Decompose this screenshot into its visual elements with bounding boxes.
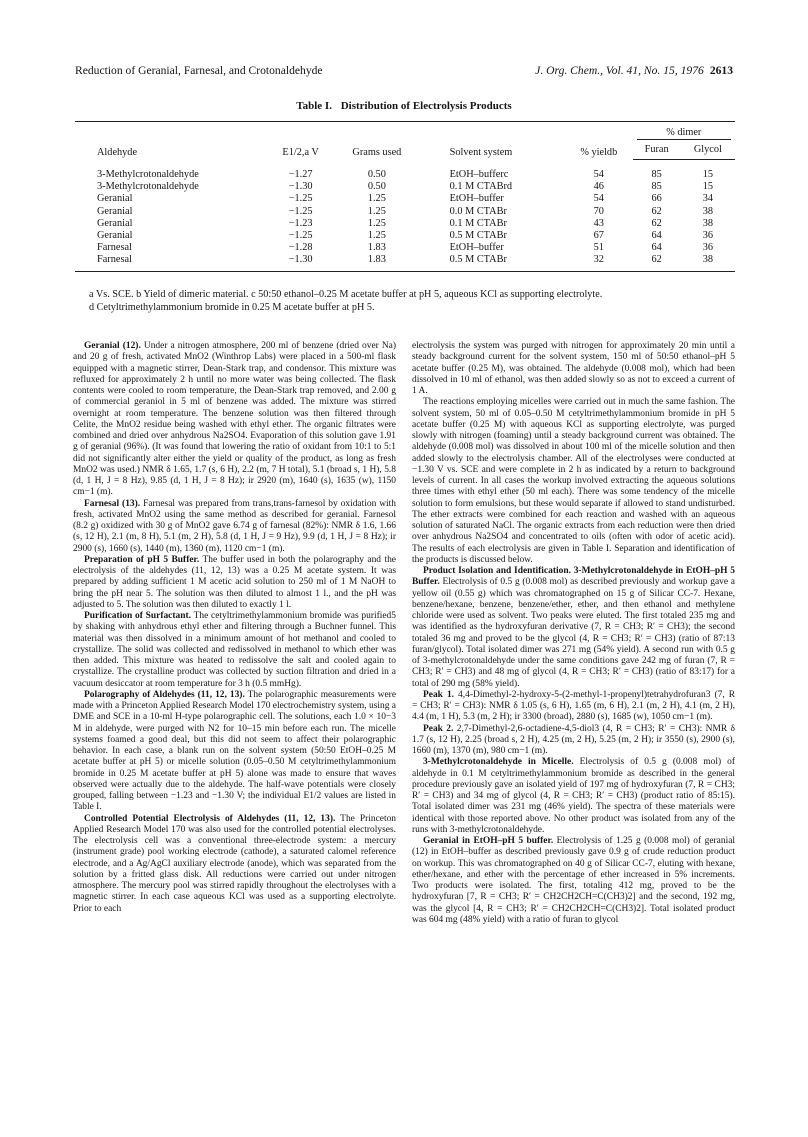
paragraph-text: electrolysis the system was purged with nitrogen for approximately 20 min until a steady background current for the solvent system, 150 ml of 50:50 ethanol–pH 5 acetate buffer (0.25 M), was obtained. The aldehyde (0.008 mol), which had been dissolved in 10 ml of ethanol, was then added slowly so as not to exceed a current of 1 A.: [412, 341, 735, 396]
table-row: [75, 217, 735, 229]
cell-furan: 66: [651, 193, 662, 205]
paragraph-heading: Farnesal (13).: [84, 498, 141, 509]
cell-furan: 85: [651, 181, 662, 193]
cell-furan: 64: [651, 229, 662, 241]
table-title: Distribution of Electrolysis Products: [340, 100, 512, 112]
paragraph-text: The cetyltrimethylammonium bromide was purified5 by shaking with anhydrous ethyl ether and filtering through a Buchner funnel. This material was then dissolved in a minimum amount of hot methanol and cooled to crystallize. The solid was collected and redissolved in methanol to which ether was then added. This mixture was heated to redissolve the salt and cooled again to crystallize. The crystalline product was collected by suction filtration and dried in a vacuum desiccator at room temperature for 3 h (0.5 mmHg).: [73, 611, 396, 689]
paragraph: [73, 555, 396, 611]
paragraph-heading: Controlled Potential Electrolysis of Aldehydes (11, 12, 13).: [84, 813, 336, 824]
cell-e-half: −1.25: [288, 229, 313, 241]
header-furan: Furan: [633, 142, 681, 160]
cell-solvent: EtOH–buffer: [449, 242, 504, 254]
cell-glycol: 36: [702, 229, 713, 241]
header-dimer: % dimer: [637, 127, 731, 140]
paragraph: [73, 814, 396, 915]
paragraph: [412, 836, 735, 926]
article-title-header: Reduction of Geranial, Farnesal, and Crotonaldehyde: [75, 64, 323, 77]
cell-solvent: 0.5 M CTABr: [420, 254, 565, 271]
paragraph-text: Electrolysis of 0.5 g (0.008 mol) of aldehyde in 0.1 M cetyltrimethylammonium bromide as described in the general procedure previously gave an isolated yield of 197 mg of hydroxyfuran (7, R = CH3; R′ = CH3) and 34 mg of glycol (4, R = CH3; R′ = CH3) (product ratio of 85:15). Total isolated dimer was 231 mg (46% yield). The spectra of these materials were identical with those reported above. No other product was isolated from any of the runs with 3-methylcrotonaldehyde.: [412, 757, 736, 835]
table-row: [75, 205, 735, 217]
running-head: [75, 64, 733, 77]
paragraph: [73, 499, 396, 555]
cell-grams: 0.50: [367, 181, 386, 193]
cell-grams: 1.83: [334, 254, 420, 271]
cell-e-half: −1.30: [267, 254, 334, 271]
paragraph-heading: 3-Methylcrotonaldehyde in Micelle.: [423, 757, 574, 768]
cell-solvent: EtOH–buffer: [449, 193, 504, 205]
cell-aldehyde: 3-Methylcrotonaldehyde: [97, 181, 199, 193]
cell-e-half: −1.28: [288, 242, 313, 254]
cell-grams: 1.25: [367, 229, 386, 241]
paragraph-text: 4,4-Dimethyl-2-hydroxy-5-(2-methyl-1-propenyl)tetrahydrofuran3 (7, R = CH3; R′ = CH3): NMR δ 1.05 (s, 6 H), 1.65 (m, 6 H), 2.1 (m, 2 H), 4.1 (m, 2 H), 4.4 (m, 1 H), 5.3 (m, 2 H); ir 3300 (broad), 2880 (s), 1685 (w), 1050 cm−1 (m).: [412, 689, 736, 723]
paragraph: [412, 757, 735, 836]
cell-glycol: 36: [702, 242, 713, 254]
table-body: [75, 160, 735, 272]
header-yield: % yieldb: [565, 122, 633, 160]
header-solvent: Solvent system: [420, 122, 565, 160]
cell-yield: 70: [593, 205, 604, 217]
paragraph-heading: Purification of Surfactant.: [84, 611, 191, 621]
cell-solvent: 0.1 M CTABrd: [449, 181, 513, 193]
cell-yield: 46: [593, 181, 604, 193]
cell-e-half: −1.27: [288, 168, 313, 180]
footnote-line: a Vs. SCE. b Yield of dimeric material. c 50:50 ethanol–0.25 M acetate buffer at pH 5, aqueous KCl as supporting electrolyte.: [89, 289, 603, 300]
journal-citation: [535, 64, 733, 77]
cell-e-half: −1.30: [288, 181, 313, 193]
products-table: [75, 121, 735, 272]
cell-solvent: 0.5 M CTABr: [449, 229, 507, 241]
cell-yield: 32: [565, 254, 633, 271]
paragraph-heading: Geranial in EtOH–pH 5 buffer.: [423, 836, 554, 846]
paragraph: [412, 397, 735, 566]
table-label: Table I.: [296, 100, 332, 112]
table-row: [75, 181, 735, 193]
cell-furan: 64: [651, 242, 662, 254]
table-row: [75, 230, 735, 242]
paragraph-heading: Preparation of pH 5 Buffer.: [84, 554, 200, 565]
paragraph-heading: Geranial (12).: [84, 341, 141, 351]
header-dimer-group: [633, 122, 735, 143]
cell-grams: 1.25: [367, 193, 386, 205]
cell-yield: 54: [593, 193, 604, 205]
paragraph-text: The Princeton Applied Research Model 170 was also used for the controlled potential electrolyses. The electrolysis cell was a conventional three-electrode system: a mercury (instrument grade) pool working electrode (cathode), a saturated calomel reference electrode, and a Ag/AgCl auxiliary electrode (anode), which was separated from the solution by a fritted glass disk. All reductions were carried out under nitrogen atmosphere. The mercury pool was stirred rapidly throughout the electrolyses with a magnetic stirrer. In each case aqueous KCl was used as a supporting electrolyte. Prior to each: [73, 813, 397, 914]
cell-grams: 0.50: [367, 168, 386, 180]
cell-grams: 1.25: [367, 205, 386, 217]
cell-furan: 85: [651, 169, 662, 180]
cell-glycol: 38: [702, 205, 713, 217]
table-footnotes: [75, 288, 735, 314]
paragraph: [412, 724, 735, 758]
cell-glycol: 34: [702, 193, 713, 205]
cell-glycol: 15: [702, 169, 713, 180]
header-e-half: E1/2,a V: [267, 122, 334, 160]
cell-furan: 62: [651, 205, 662, 217]
paragraph-text: 2,7-Dimethyl-2,6-octadiene-4,5-diol3 (4, R = CH3; R′ = CH3): NMR δ 1.7 (s, 12 H), 2.25 (broad s, 2 H), 4.25 (m, 2 H), 5.25 (m, 2 H); ir 3550 (s), 2900 (s), 1660 (m), 1370 (m), 980 cm−1 (m).: [412, 723, 736, 756]
cell-glycol: 38: [702, 217, 713, 229]
paragraph-text: The buffer used in both the polarography and the electrolysis of the aldehydes (11, 12, 13) was a 0.25 M acetate system. It was prepared by adding sufficient 1 M acetic acid solution to 250 ml of 1 M NaOH to bring the pH near 5. The solution was then diluted to almost 1 l., and the pH was adjusted to 5. The solution was then diluted to exactly 1 l.: [73, 554, 396, 610]
cell-e-half: −1.25: [288, 193, 313, 205]
header-grams: Grams used: [334, 122, 420, 160]
paragraph-text: Electrolysis of 0.5 g (0.008 mol) as described previously and workup gave a yellow oil (0.55 g) which was chromatographed on 15 g of Silicar CC-7. Hexane, benzene/hexane, benzene, benzene/ether, ether, and then ethanol and methylene chloride were used as solvent. Two peaks were eluted. The first totaled 235 mg and was identified as the hydroxyfuran derivative (7, R = CH3; R′ = CH3); the second totaled 36 mg and proved to be the glycol (4, R = CH3; R′ = CH3) (ratio of 87:13 furan/glycol). Total isolated dimer was 271 mg (54% yield). A second run with 0.5 g of 3-methylcrotonaldehyde under the same conditions gave 242 mg of furan (7, R = CH3; R′ = CH3) and 48 mg of glycol (4, R = CH3; R′ = CH3) (ratio of 83:17) for a total of 290 mg (58% yield).: [412, 577, 735, 689]
cell-furan: 62: [633, 254, 681, 271]
paragraph: [73, 690, 396, 814]
cell-aldehyde: Farnesal: [75, 254, 267, 271]
paragraph-text: Electrolysis of 1.25 g (0.008 mol) of geranial (12) in EtOH–buffer as described previously gave 0.9 g of crude reduction product on workup. This was chromatographed on 40 g of Silicar CC-7, eluting with hexane, ether/hexane, and ether with the percentage of ether increased in 5% increments. Two products were isolated. The first, totaling 412 mg, proved to be the hydroxyfuran [7, R = CH3; R′ = CH2CH2CH=C(CH3)2] and the second, 192 mg, was the glycol [4, R = CH3; R′ = CH2CH2CH=C(CH3)2]. Total isolated product was 604 mg (48% yield) with a ratio of furan to glycol: [412, 836, 736, 925]
header-aldehyde: Aldehyde: [75, 122, 267, 160]
paragraph: [73, 341, 396, 499]
cell-yield: 67: [593, 229, 604, 241]
cell-aldehyde: Geranial: [97, 193, 133, 205]
cell-e-half: −1.23: [288, 217, 313, 229]
cell-yield: 54: [593, 168, 604, 180]
page-number: 2613: [709, 64, 733, 77]
cell-solvent: EtOH–bufferc: [449, 168, 509, 180]
table-row: [75, 160, 735, 181]
cell-e-half: −1.25: [288, 205, 313, 217]
paragraph: [412, 341, 735, 397]
paragraph-text: Farnesal was prepared from trans,trans-farnesol by oxidation with fresh, activated MnO2 using the same method as described for geranial. Farnesol (8.2 g) oxidized with 30 g of MnO2 gave 6.74 g of farnesal (82%): NMR δ 1.6, 1.66 (s, 12 H), 2.1 (m, 8 H), 5.1 (m, 2 H), 5.8 (d, 1 H, J = 9 Hz), 9.9 (d, 1 H, J = 8 Hz); ir 2900 (s), 1660 (s), 1440 (m), 1360 (m), 1120 cm−1 (m).: [73, 498, 396, 554]
footnote-line: d Cetyltrimethylammonium bromide in 0.25 M acetate buffer at pH 5.: [89, 302, 375, 313]
journal-reference: J. Org. Chem., Vol. 41, No. 15, 1976: [535, 64, 704, 77]
cell-grams: 1.25: [367, 217, 386, 229]
cell-aldehyde: Geranial: [97, 205, 133, 217]
cell-aldehyde: 3-Methylcrotonaldehyde: [97, 168, 199, 180]
paragraph: [412, 690, 735, 724]
table-row: [75, 242, 735, 254]
cell-solvent: 0.1 M CTABr: [449, 217, 507, 229]
paragraph-heading: Peak 2.: [423, 723, 454, 734]
left-column: [73, 341, 396, 915]
paragraph: [412, 566, 735, 690]
cell-glycol: 38: [681, 254, 735, 271]
paragraph-text: Under a nitrogen atmosphere, 200 ml of benzene (dried over Na) and 20 g of fresh, activated MnO2 (Winthrop Labs) were placed in a 500-ml flask equipped with a magnetic stirrer, Dean-Stark trap, and condensor. This mixture was refluxed for approximately 2 h until no more water was being collected. The flask contents were cooled to room temperature, the Dean-Stark trap removed, and 2.00 g of commercial geraniol in 5 ml of benzene was added. The mixture was stirred overnight at room temperature. The benzene solution was then filtered through Celite, the MnO2 residue being washed with ethyl ether. The organic filtrates were combined and dried over anhydrous Na2SO4. Evaporation of this solution gave 1.91 g of geranial (96%). (It was found that lowering the ratio of oxidant from 10:1 to 5:1 did not significantly alter either the yield or quality of the product, as long as fresh MnO2 was used.) NMR δ 1.65, 1.7 (s, 6 H), 2.2 (m, 7 H total), 5.1 (broad s, 1 H), 5.8 (d, 1 H, J = 8 Hz), 9.85 (d, 1 H, J = 8 Hz); ir 2920 (m), 1640 (s), 1635 (w), 1150 cm−1 (m).: [73, 341, 396, 498]
paragraph: [73, 611, 396, 690]
cell-yield: 51: [593, 242, 604, 254]
cell-glycol: 15: [702, 181, 713, 193]
cell-solvent: 0.0 M CTABr: [449, 205, 507, 217]
paragraph-text: The polarographic measurements were made with a Princeton Applied Research Model 170 electrochemistry system, using a DME and SCE in a 10-ml H-type polarographic cell. The solutions, each 1.0 × 10−3 M in aldehyde, were purged with N2 for 10–15 min before each run. The micelle systems foamed a good deal, but this did not seem to affect their polarographic behavior. In each case, a blank run on the solvent system (50:50 EtOH–0.25 M acetate buffer at pH 5) or micelle solution (0.05–0.50 M cetyltrimethylammonium bromide in 0.25 M acetate buffer at pH 5) alone was made to ensure that waves observed were actually due to the aldehyde. The half-wave potentials were closely grouped, falling between −1.23 and −1.30 V; the individual E1/2 values are listed in Table I.: [73, 689, 397, 813]
cell-grams: 1.83: [367, 242, 386, 254]
right-column: [412, 341, 735, 926]
cell-furan: 62: [651, 217, 662, 229]
table-caption: [0, 100, 808, 112]
cell-aldehyde: Geranial: [97, 217, 133, 229]
cell-yield: 43: [593, 217, 604, 229]
table-row: [75, 254, 735, 271]
header-glycol: Glycol: [681, 142, 735, 160]
table-row: [75, 193, 735, 205]
paragraph-heading: Peak 1.: [423, 689, 455, 700]
cell-aldehyde: Geranial: [97, 229, 133, 241]
paragraph-heading: Product Isolation and Identification. 3-Methylcrotonaldehyde in EtOH–pH 5 Buffer.: [412, 566, 735, 588]
paragraph-text: The reactions employing micelles were carried out in much the same fashion. The solvent system, 50 ml of 0.05–0.50 M cetyltrimethylammonium bromide in pH 5 acetate buffer (0.25 M) with aqueous KCl as supporting electrolyte, was purged slowly with nitrogen (foaming) until a steady background current was obtained. The aldehyde (0.008 mol) was dissolved in about 100 ml of the micelle solution and then added slowly to the electrolysis chamber. All of the electrolyses were conducted at −1.30 V vs. SCE and were complete in 2 h as indicated by a return to background levels of current. In all cases the workup involved extracting the aqueous solutions three times with ethyl ether (50 ml each). There was some tendency of the micelle solution to form emulsions, but these would separate if allowed to stand undisturbed. The ether extracts were combined for each reaction and washed with an aqueous solution of saturated NaCl. The organic extracts from each reduction were then dried over anhydrous Na2SO4 and concentrated to oils (often with odor of acetic acid). The results of each electrolysis are given in Table I. Separation and identification of the products is discussed below.: [412, 397, 735, 565]
paragraph-heading: Polarography of Aldehydes (11, 12, 13).: [84, 689, 245, 700]
cell-aldehyde: Farnesal: [97, 242, 132, 254]
